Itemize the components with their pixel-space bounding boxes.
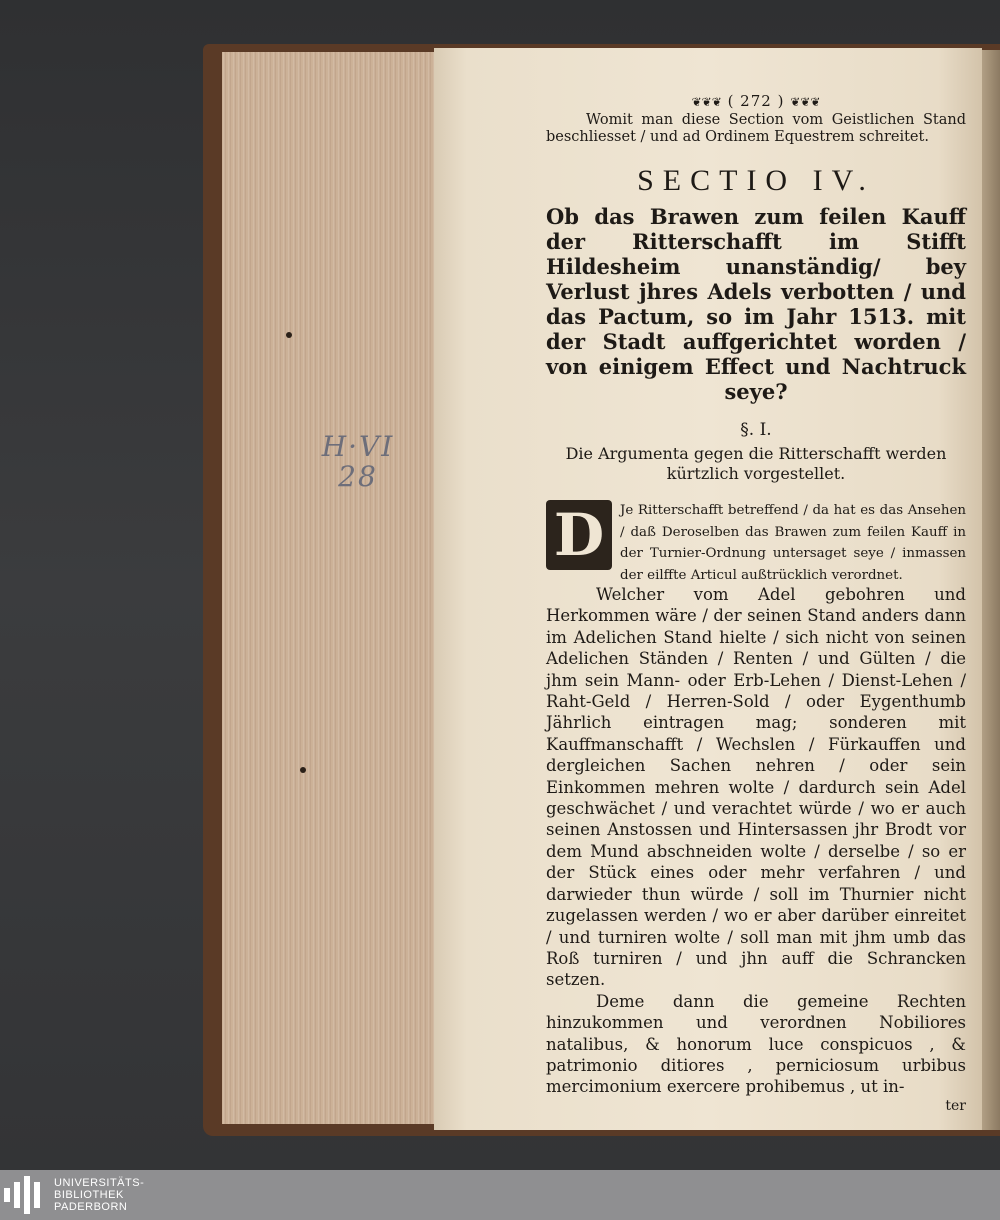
book-fore-edge	[222, 52, 436, 1124]
shelfmark-handwriting: H·VI 28	[321, 430, 395, 493]
catchword: ter	[945, 1097, 966, 1114]
ink-spot	[300, 767, 306, 773]
body-text	[546, 498, 966, 1117]
section-intro: Womit man diese Section vom Geistlichen Stand beschliesset / und ad Ordinem Equestrem schreitet.	[546, 112, 966, 145]
page-number: ( 272 )	[727, 92, 785, 110]
paragraph-mark: §. I.	[740, 420, 772, 440]
opening-text: Je Ritterschafft betreffend / da hat es das Ansehen / daß Deroselben das Brawen zum feilen Kauff in der Turnier-Ordnung untersaget seye / inmassen der eilffte Articul außtrücklich verordnet.	[620, 503, 966, 583]
ink-spot	[286, 332, 292, 338]
ornament-left: ❦❦❦	[691, 95, 722, 109]
library-logo-icon	[4, 1175, 52, 1215]
decorated-initial: D	[546, 500, 612, 570]
footer-bar	[0, 1170, 1000, 1220]
ornament-right: ❦❦❦	[790, 95, 821, 109]
library-name-line: PADERBORN	[54, 1201, 128, 1213]
library-name	[54, 1177, 144, 1213]
page-content	[546, 92, 966, 1117]
book-page	[434, 48, 982, 1130]
section-question: Ob das Brawen zum feilen Kauff der Ritterschafft im Stifft Hildesheim unanständig/ bey Verlust jhres Adels verbotten / und das Pactum, so im Jahr 1513. mit der Stadt auffgerichtet worden / von einigem Effect und Nachtruck seye?	[546, 204, 966, 404]
closing-text: Deme dann die gemeine Rechten hinzukommen und verordnen Nobiliores natalibus, & honorum luce conspicuos , & patrimonio ditiores , perniciosum urbibus mercimonium exercere prohibemus , ut in-	[546, 991, 966, 1097]
page-header	[546, 92, 966, 110]
paragraph-summary: Die Argumenta gegen die Ritterschafft werden kürtzlich vorgestellet.	[565, 444, 947, 483]
section-title: SECTIO IV.	[637, 164, 875, 197]
library-name-line: BIBLIOTHEK	[54, 1189, 124, 1201]
library-name-line: UNIVERSITÄTS-	[54, 1177, 145, 1189]
ordinance-quote: Welcher vom Adel gebohren und Herkommen wäre / der seinen Stand anders dann im Adelichen Stand hielte / sich nicht von seinen Adelichen Ständen / Renten / und Gülten / die jhm sein Mann- oder Erb-Lehen / Dienst-Lehen / Raht-Geld / Herren-Sold / oder Eygenthumb Jährlich eintragen mag; sonderen mit Kauffmanschafft / Wechslen / Fürkauffen und dergleichen Sachen nehren / oder sein Einkommen mehren wolte / dardurch sein Adel geschwächet / und verachtet würde / wo er auch seinen Anstossen und Hintersassen jhr Brodt vor dem Mund abschneiden wolte / derselbe / so er der Stück eines oder mehr verfahren / und darwieder thun würde / soll im Thurnier nicht zugelassen werden / wo er aber darüber einreitet / und turniren wolte / soll man mit jhm umb das Roß turniren / und jhn auff die Schrancken setzen.	[546, 585, 966, 990]
